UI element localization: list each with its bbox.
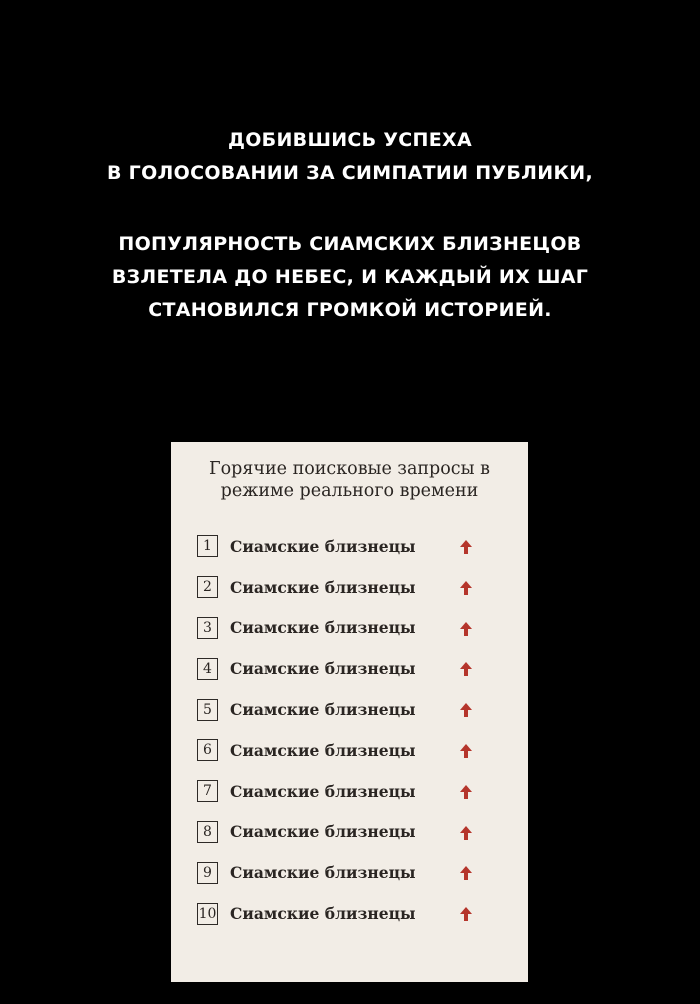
ranking-label: Сиамские близнецы xyxy=(230,700,416,720)
caption-line: В ГОЛОСОВАНИИ ЗА СИМПАТИИ ПУБЛИКИ, xyxy=(106,162,593,184)
caption-line: ПОПУЛЯРНОСТЬ СИАМСКИХ БЛИЗНЕЦОВ xyxy=(118,233,582,255)
ranking-label: Сиамские близнецы xyxy=(230,618,416,638)
arrow-up-icon xyxy=(459,661,473,677)
ranking-row[interactable] xyxy=(197,852,507,893)
panel-title xyxy=(171,458,528,502)
arrow-up-icon xyxy=(459,825,473,841)
rank-number: 5 xyxy=(197,699,218,721)
arrow-up-icon xyxy=(459,865,473,881)
ranking-label: Сиамские близнецы xyxy=(230,904,416,924)
arrow-up-icon xyxy=(459,621,473,637)
caption-line: ВЗЛЕТЕЛА ДО НЕБЕС, И КАЖДЫЙ ИХ ШАГ xyxy=(111,266,589,288)
rank-number: 2 xyxy=(197,576,218,598)
arrow-up-icon xyxy=(459,539,473,555)
rank-number: 10 xyxy=(197,903,218,925)
panel-title-line: режиме реального времени xyxy=(220,481,479,501)
rank-number: 4 xyxy=(197,658,218,680)
caption-middle xyxy=(0,228,700,327)
ranking-row[interactable] xyxy=(197,893,507,934)
realtime-search-panel xyxy=(171,442,528,982)
ranking-label: Сиамские близнецы xyxy=(230,781,416,801)
ranking-label: Сиамские близнецы xyxy=(230,536,416,556)
caption-line: СТАНОВИЛСЯ ГРОМКОЙ ИСТОРИЕЙ. xyxy=(148,299,552,321)
ranking-row[interactable] xyxy=(197,689,507,730)
rank-number: 6 xyxy=(197,739,218,761)
rank-number: 9 xyxy=(197,862,218,884)
caption-line: ДОБИВШИСЬ УСПЕХА xyxy=(228,129,472,151)
ranking-row[interactable] xyxy=(197,648,507,689)
arrow-up-icon xyxy=(459,906,473,922)
rank-number: 3 xyxy=(197,617,218,639)
ranking-list xyxy=(197,526,507,934)
ranking-row[interactable] xyxy=(197,812,507,853)
rank-number: 1 xyxy=(197,535,218,557)
ranking-label: Сиамские близнецы xyxy=(230,822,416,842)
arrow-up-icon xyxy=(459,702,473,718)
ranking-row[interactable] xyxy=(197,771,507,812)
arrow-up-icon xyxy=(459,743,473,759)
ranking-row[interactable] xyxy=(197,567,507,608)
ranking-label: Сиамские близнецы xyxy=(230,863,416,883)
rank-number: 8 xyxy=(197,821,218,843)
ranking-label: Сиамские близнецы xyxy=(230,577,416,597)
ranking-label: Сиамские близнецы xyxy=(230,659,416,679)
ranking-row[interactable] xyxy=(197,608,507,649)
rank-number: 7 xyxy=(197,780,218,802)
caption-top xyxy=(0,124,700,190)
ranking-row[interactable] xyxy=(197,526,507,567)
ranking-label: Сиамские близнецы xyxy=(230,740,416,760)
panel-title-line: Горячие поисковые запросы в xyxy=(209,459,490,479)
ranking-row[interactable] xyxy=(197,730,507,771)
arrow-up-icon xyxy=(459,784,473,800)
arrow-up-icon xyxy=(459,580,473,596)
